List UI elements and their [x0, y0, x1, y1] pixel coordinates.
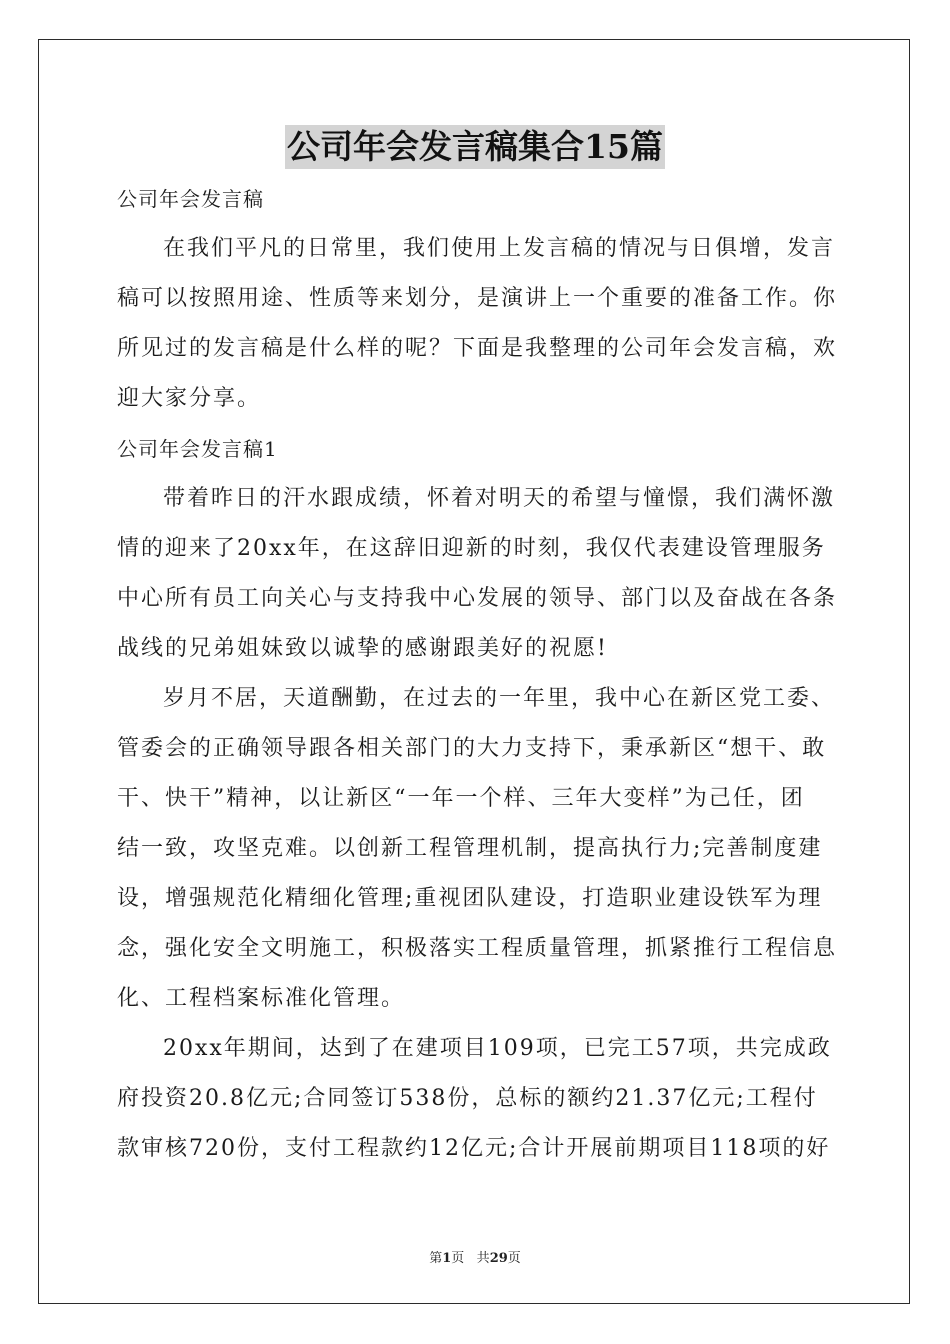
paragraph-line: 管委会的正确领导跟各相关部门的大力支持下，秉承新区“想干、敢: [117, 736, 827, 761]
footer-page-suffix: 页: [451, 1251, 465, 1266]
title-wrap: [0, 125, 950, 169]
paragraph-line: 带着昨日的汗水跟成绩，怀着对明天的希望与憧憬，我们满怀激: [163, 486, 836, 511]
paragraph-line: 干、快干”精神，以让新区“一年一个样、三年大变样”为己任，团: [117, 786, 805, 811]
paragraph: [117, 224, 837, 424]
paragraph: [117, 1024, 837, 1174]
paragraph-line: 化、工程档案标准化管理。: [117, 986, 406, 1011]
paragraph-line: 念，强化安全文明施工，积极落实工程质量管理，抓紧推行工程信息: [117, 936, 837, 961]
paragraph-line: 迎大家分享。: [117, 386, 262, 411]
paragraph-line: 款审核720份，支付工程款约12亿元;合计开展前期项目118项的好: [117, 1136, 831, 1161]
paragraph-line: 岁月不居，天道酬勤，在过去的一年里，我中心在新区党工委、: [163, 686, 836, 711]
footer-total-pages: 29: [489, 1251, 508, 1266]
paragraph-line: 府投资20.8亿元;合同签订538份，总标的额约21.37亿元;工程付: [117, 1086, 818, 1111]
paragraph-line: 所见过的发言稿是什么样的呢？下面是我整理的公司年会发言稿，欢: [117, 336, 837, 361]
paragraph-line: 稿可以按照用途、性质等来划分，是演讲上一个重要的准备工作。你: [117, 286, 837, 311]
footer-total-suffix: 页: [507, 1251, 521, 1266]
paragraph: [117, 674, 837, 1024]
footer-page-prefix: 第: [429, 1251, 443, 1266]
page-footer: [0, 1247, 950, 1266]
paragraph-line: 中心所有员工向关心与支持我中心发展的领导、部门以及奋战在各条: [117, 586, 837, 611]
document-body: [117, 174, 837, 1174]
footer-page-number: 1: [442, 1251, 452, 1266]
section-heading: 公司年会发言稿1: [117, 437, 278, 461]
paragraph-line: 战线的兄弟姐妹致以诚挚的感谢跟美好的祝愿!: [117, 636, 608, 661]
paragraph-line: 设，增强规范化精细化管理;重视团队建设，打造职业建设铁军为理: [117, 886, 823, 911]
paragraph-line: 结一致，攻坚克难。以创新工程管理机制，提高执行力;完善制度建: [117, 836, 823, 861]
paragraph-line: 20xx年期间，达到了在建项目109项，已完工57项，共完成政: [163, 1036, 832, 1061]
footer-total-prefix: 共: [476, 1251, 490, 1266]
document-title: 公司年会发言稿集合15篇: [285, 125, 665, 169]
paragraph-line: 情的迎来了20xx年，在这辞旧迎新的时刻，我仅代表建设管理服务: [117, 536, 826, 561]
paragraph: [117, 474, 837, 674]
paragraph-line: 在我们平凡的日常里，我们使用上发言稿的情况与日俱增，发言: [163, 236, 836, 261]
section-heading: 公司年会发言稿: [117, 187, 264, 211]
